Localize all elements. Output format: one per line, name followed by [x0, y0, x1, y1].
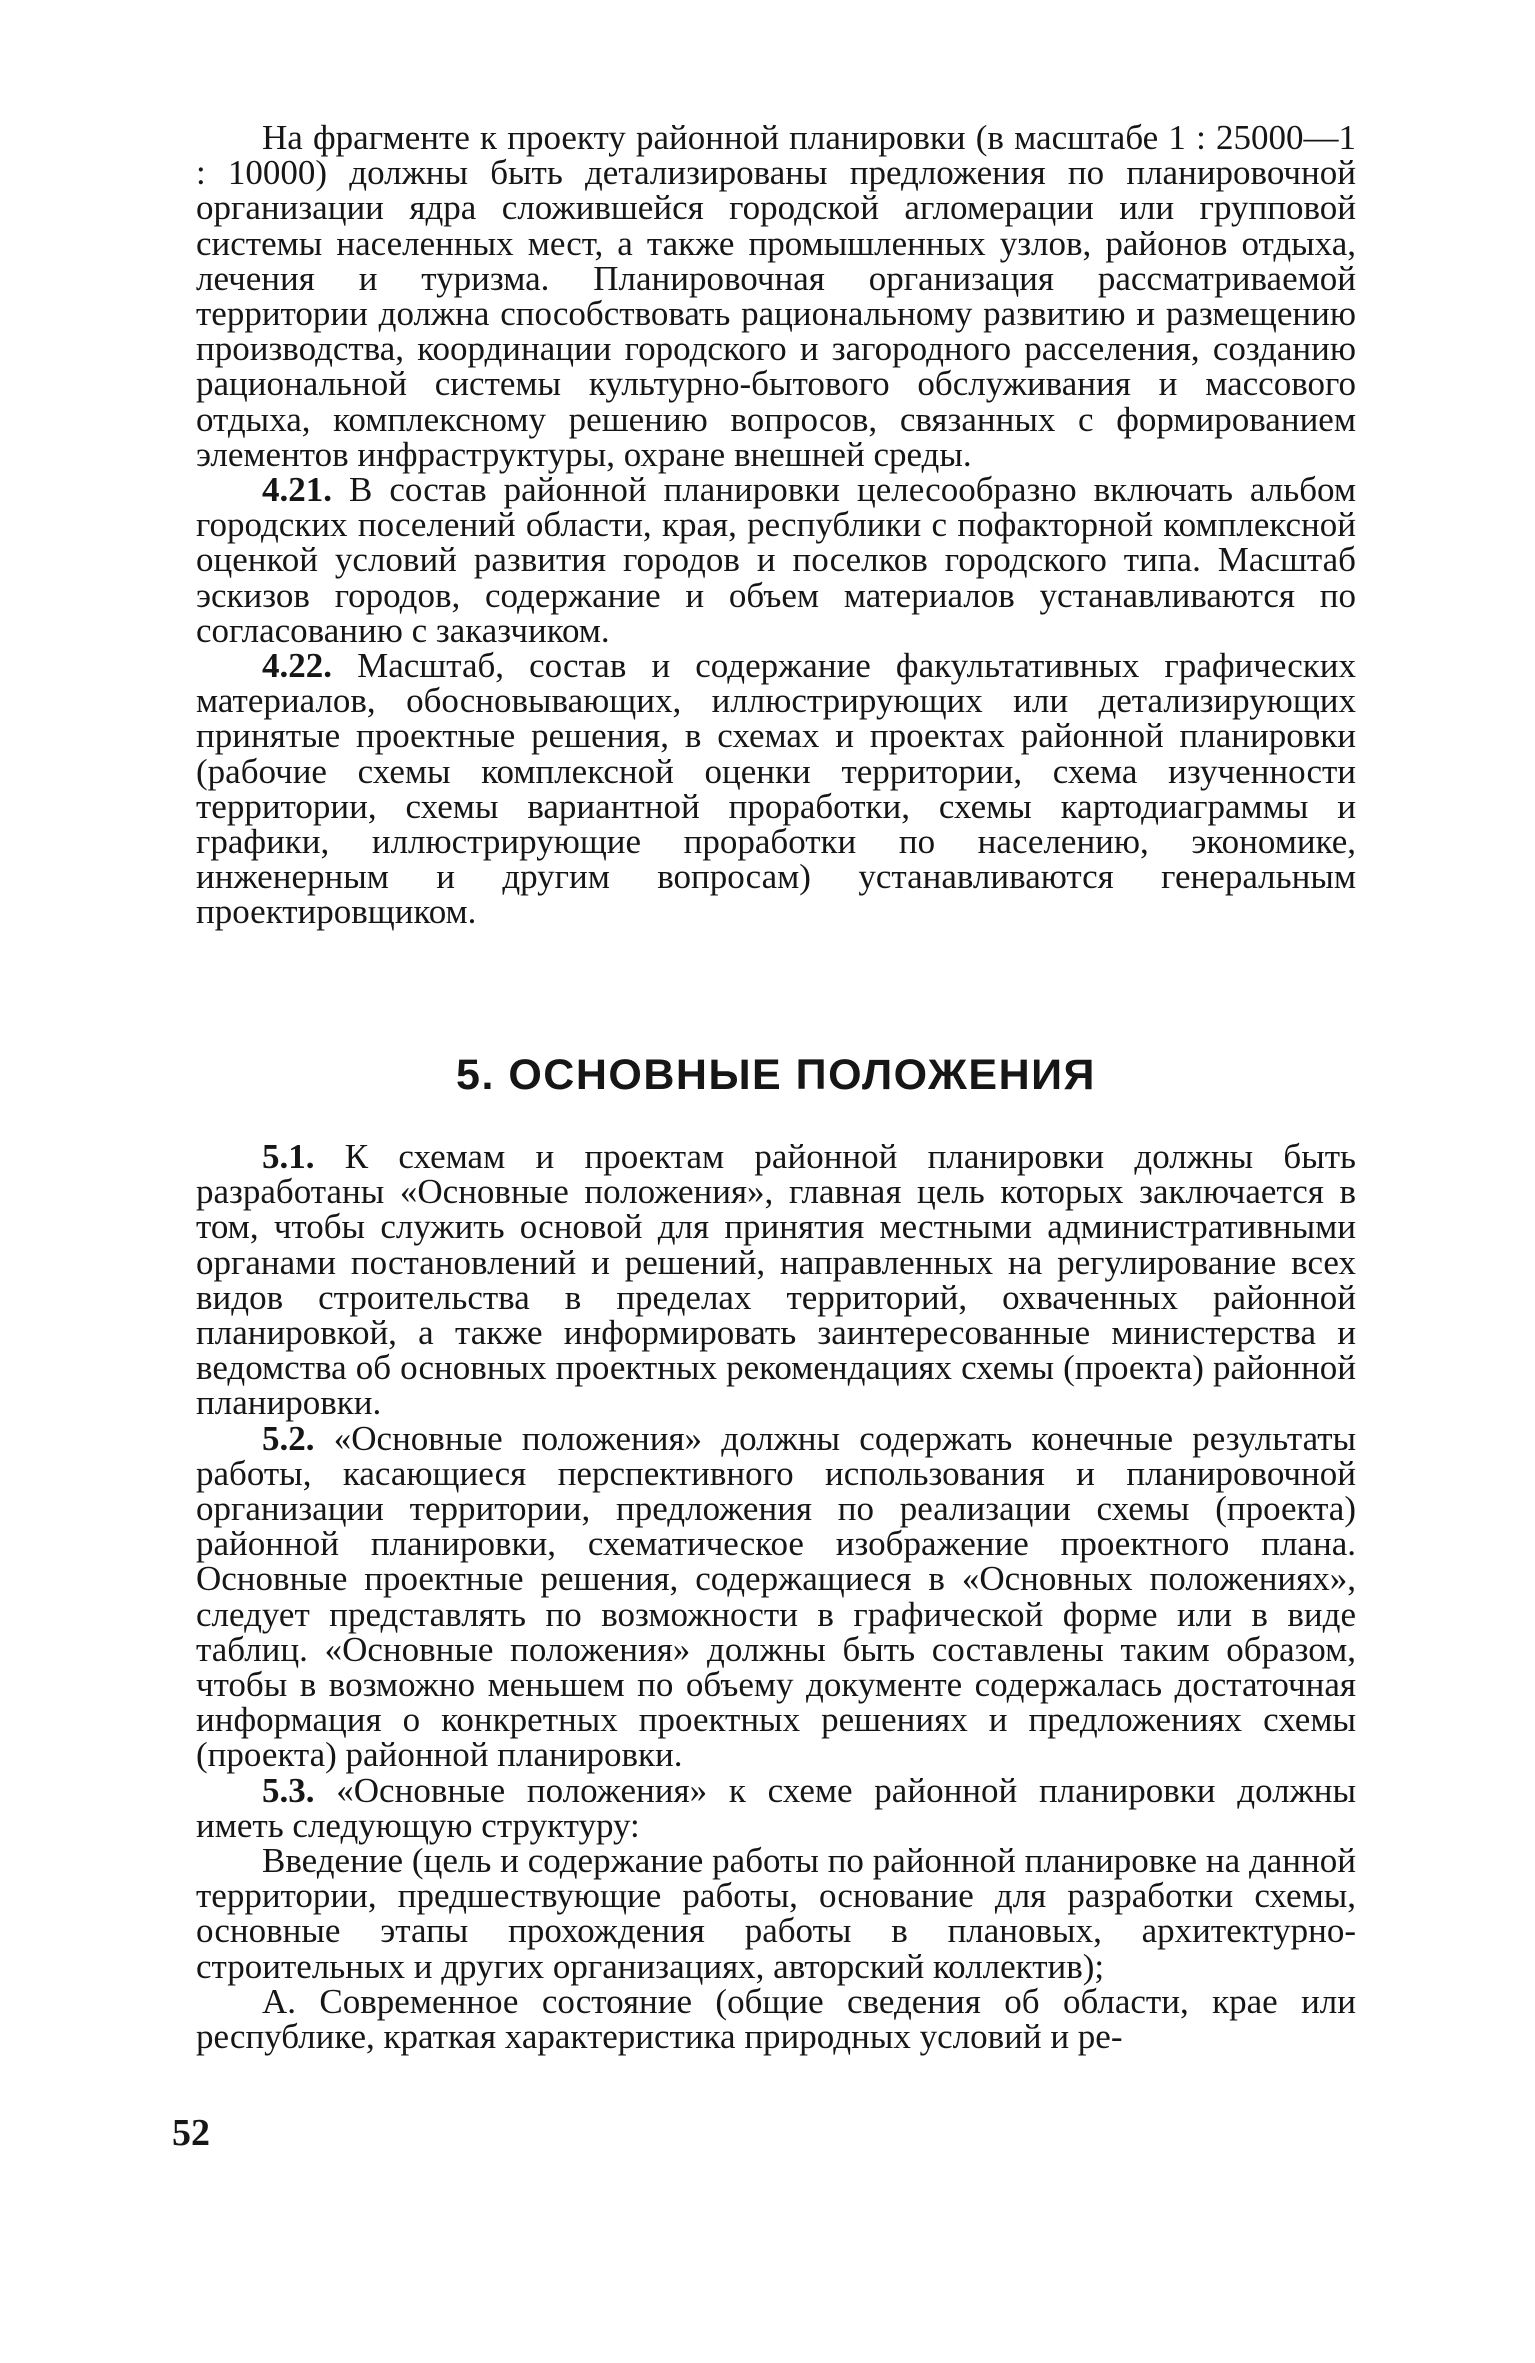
intro-paragraph: На фрагменте к проекту районной планировки (в масштабе 1 : 25000—1 : 10000) должны быть детализированы предложения по планировочной организации ядра сложившейся городской агломерации или групповой системы населенных мест, а также промышленных узлов, районов отдыха, лечения и туризма. Планировочная организация рассматриваемой территории должна способствовать рациональному развитию и размещению производства, координации городского и загородного расселения, созданию рациональной системы культурно-бытового обслуживания и массового отдыха, комплексному решению вопросов, связанных с формированием элементов инфраструктуры, охране внешней среды. [196, 118, 1356, 474]
clause-number: 4.21. [262, 470, 332, 510]
clause-text: Масштаб, состав и содержание факультативных графических материалов, обосновывающих, иллюстрирующих или детализирующих принятые проектные решения, в схемах и проектах районной планировки (рабочие схемы комплексной оценки территории, схема изученности территории, схемы вариантной проработки, схемы картодиаграммы и графики, иллюстрирующие проработки по населению, экономике, инженерным и другим вопросам) устанавливаются генеральным проектировщиком. [196, 646, 1357, 932]
clause-4-21 [196, 472, 1356, 648]
clause-text: В состав районной планировки целесообразно включать альбом городских поселений области, края, республики с пофакторной комплексной оценкой условий развития городов и поселков городского типа. Масштаб эскизов городов, содержание и объем материалов устанавливаются по согласованию с заказчиком. [196, 470, 1356, 650]
clause-text: «Основные положения» к схеме районной планировки должны иметь следующую структуру: [196, 1770, 1357, 1845]
clause-number: 5.3. [262, 1770, 315, 1810]
section-heading: 5. ОСНОВНЫЕ ПОЛОЖЕНИЯ [456, 1051, 1096, 1099]
page-number: 52 [172, 2112, 210, 2154]
clause-4-22 [196, 648, 1356, 930]
structure-item-a: А. Современное состояние (общие сведения об области, крае или республике, краткая характеристика природных условий и ре- [196, 1981, 1356, 2057]
clause-number: 4.22. [262, 646, 332, 686]
structure-item-introduction: Введение (цель и содержание работы по районной планировке на данной территории, предшествующие работы, основание для разработки схемы, основные этапы прохождения работы в плановых, архитектурно-строительных и других организациях, авторский коллектив); [196, 1841, 1356, 1986]
clause-5-3 [196, 1770, 1357, 1845]
clause-number: 5.2. [262, 1418, 315, 1458]
clause-5-2 [196, 1418, 1357, 1775]
clause-number: 5.1. [262, 1137, 315, 1176]
text-block-section-5 [196, 1137, 1357, 2057]
clause-text: К схемам и проектам районной планировки должны быть разработаны «Основные положения», главная цель которых заключается в том, чтобы служить основой для принятия местными административными органами постановлений и решений, направленных на регулирование всех видов строительства в пределах территорий, охваченных районной планировкой, а также информировать заинтересованные министерства и ведомства об основных проектных рекомендациях схемы (проекта) районной планировки. [196, 1137, 1356, 1423]
clause-5-1 [196, 1139, 1356, 1421]
text-block-section-4 [196, 120, 1356, 930]
clause-text: «Основные положения» должны содержать конечные результаты работы, касающиеся перспективного использования и планировочной организации территории, предложения по реализации схемы (проекта) районной планировки, схематическое изображение проектного плана. Основные проектные решения, содержащиеся в «Основных положениях», следует представлять по возможности в графической форме или в виде таблиц. «Основные положения» должны быть составлены таким образом, чтобы в возможно меньшем по объему документе содержалась достаточная информация о конкретных проектных решениях и предложениях схемы (проекта) районной планировки. [196, 1418, 1357, 1775]
